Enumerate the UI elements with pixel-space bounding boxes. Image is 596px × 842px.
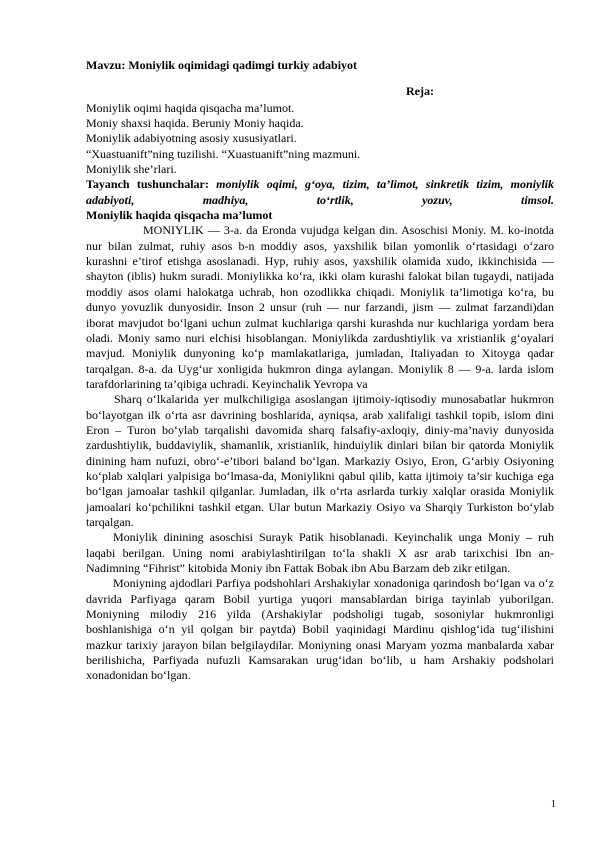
plan-item: “Xuastuanift”ning tuzilishi. “Xuastuanift”ning mazmuni. <box>86 146 361 161</box>
key-concepts-label: Tayanch tushunchalar <box>86 177 205 192</box>
plan-item: Moniylik oqimi haqida qisqacha ma’lumot. <box>86 100 295 115</box>
paragraph: Sharq o‘lkalarida yer mulkchiligiga asoslangan ijtimoiy-iqtisodiy munosabatlar hukmron bo‘layotgan ilk o‘rta asr davrining boshlarida, ayniqsa, arab xalifaligi tashkil topib, islom dini Eron – Turon bo‘ylab tarqalishi davomida sharq falsafiy-axloqiy, diniy-ma’naviy dunyosida zardushtiylik, buddaviylik, shamanlik, xristianlik, hinduiylik dinlari bilan bir qatorda Moniylik dinining ham nufuzi, obro‘-e’tibori baland bo‘lgan. Markaziy Osiyo, Eron, G‘arbiy Osiyoning ko‘plab xalqlari yalpisiga bo‘lmasa-da, Moniylikni qabul qilib, katta ijtimoiy ta’sir kuchiga ega bo‘lgan jamoalar tashkil qilganlar. Jumladan, ilk o‘rta asrlarda turkiy xalqlar orasida Moniylik jamoalari ko‘pchilikni tashkil etgan. Ular butun Markaziy Osiyo va Sharqiy Turkiston bo‘ylab tarqalgan. <box>86 392 554 529</box>
page-number: 1 <box>551 799 556 810</box>
paragraph: Moniylik dinining asoschisi Surayk Patik hisoblanadi. Keyinchalik unga Moniy – ruh laqabi berilgan. Uning nomi arabiylashtirilgan to‘la shakli X asr arab tarixchisi Ibn an-Nadimning “Fihrist” kitobida Moniy ibn Fattak Bobak ibn Abu Barzam deb zikr etilgan. <box>86 530 554 575</box>
plan-item: Moniy shaxsi haqida. Beruniy Moniy haqida. <box>86 116 304 131</box>
plan-list <box>86 101 554 178</box>
key-concepts <box>86 177 554 208</box>
key-concepts-colon: : <box>204 177 209 192</box>
section-heading: Moniylik haqida qisqacha ma’lumot <box>86 208 273 223</box>
paragraph: MONIYLIK — 3-a. da Eronda vujudga kelgan din. Asoschisi Moniy. M. ko-inotda nur bilan zulmat, ruhiy asos b-n moddiy asos, yaxshilik bilan yomonlik o‘rtasidagi o‘zaro kurashni e’tirof etishga asoslanadi. Hyp, ruhiy asos, yaxshilik olamida xudo, ikkinchisida — shayton (iblis) hukm suradi. Moniylikka ko‘ra, ikki olam kurashi falokat bilan tugaydi, natijada moddiy asos olami halokatga uchrab, hon ozodlikka chiqadi. Moniylik ta’limotiga ko‘ra, bu dunyo yovuzlik dunyosidir. Inson 2 unsur (ruh — nur farzandi, jism — zulmat farzandi)dan iborat mavjudot bo‘lgani uchun zulmat kuchlariga qarshi kurashda nur kuchlariga yordam bera oladi. Moniy samo nuri elchisi hisoblangan. Moniylikda zardushtiylik va xristianlik g‘oyalari mavjud. Moniylik dunyoning ko‘p mamlakatlariga, jumladan, Italiyadan to Xitoyga qadar tarqalgan. 8-a. da Uyg‘ur xonligida hukmron dinga aylangan. Moniylik 8 — 9-a. larda islom tarafdorlarining ta’qibiga uchradi. Keyinchalik Yevropa va <box>86 223 554 391</box>
paragraph: Moniyning ajdodlari Parfiya podshohlari Arshakiylar xonadoniga qarindosh bo‘lgan va o‘z davrida Parfiyaga qaram Bobil yurtiga yuqori mansablardan biriga tayinlab yuborilgan. Moniyning milodiy 216 yilda (Arshakiylar podsholigi tugab, sosoniylar hukmronligi boshlanishiga o‘n yil qolgan bir paytda) Bobil yaqinidagi Mardinu qishlog‘ida tug‘ilishini mazkur tarixiy jarayon bilan belgilaydilar. Moniyning onasi Maryam yozma manbalarda xabar berilishicha, Parfiyada nufuzli Kamsarakan urug‘idan bo‘lib, u ham Arshakiy podsholari xonadonidan bo‘lgan. <box>86 576 554 683</box>
plan-item: Moniylik she’rlari. <box>86 162 177 177</box>
plan-heading: Reja: <box>406 84 434 99</box>
plan-item: Moniylik adabiyotning asosiy xususiyatlari. <box>86 131 297 146</box>
key-concepts-terms: moniylik oqimi, g‘oya, tizim, ta’limot, sinkretik tizim, moniylik adabiyoti, madhiya, to‘rtlik, yozuv, timsol. <box>86 177 555 207</box>
topic-title: Mavzu: Moniylik oqimidagi qadimgi turkiy adabiyot <box>86 58 358 72</box>
